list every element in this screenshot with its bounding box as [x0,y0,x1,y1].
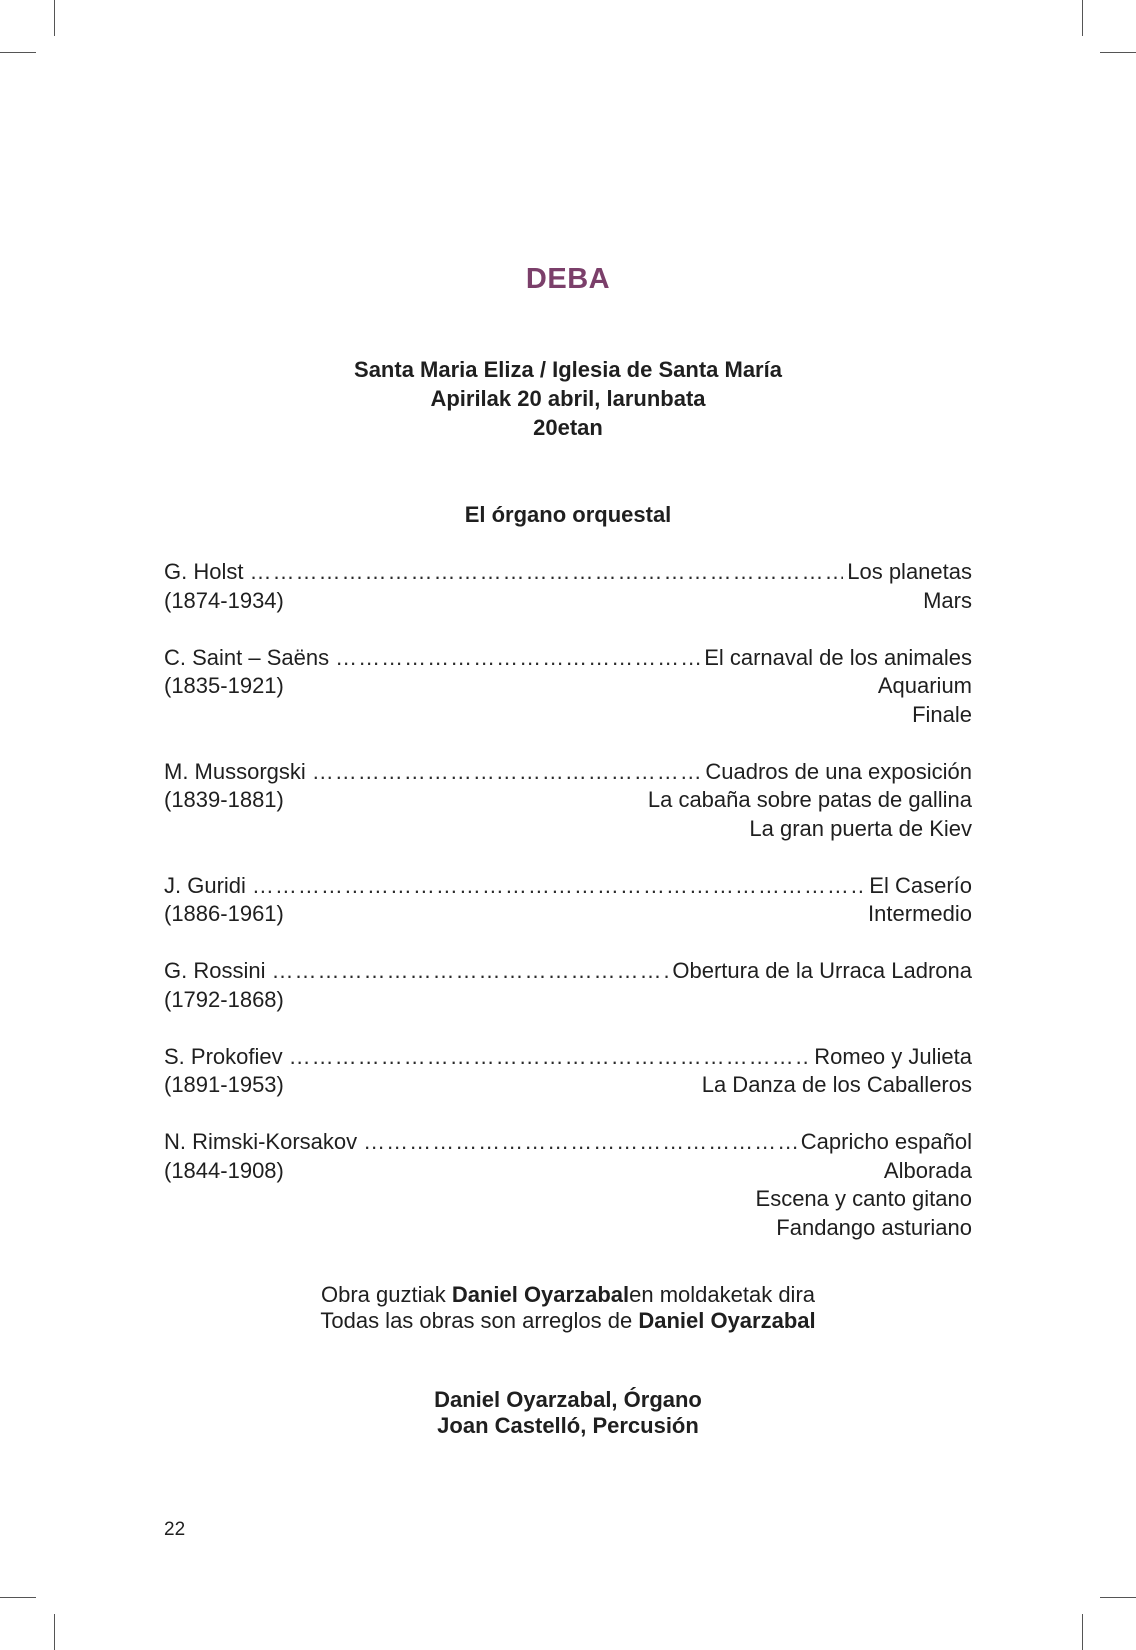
composer-years: (1792-1868) [164,986,284,1012]
work-title: Los planetas [847,559,972,584]
work-title: El Caserío [869,872,972,898]
composer-years: (1891-1953) [164,1072,284,1097]
work-title: El carnaval de los animales [704,644,972,670]
program-entry [164,758,972,844]
dot-leader [289,1043,811,1072]
program-entry-subline [164,786,972,815]
movement-title: Alborada [883,1157,972,1183]
note-line2-prefix: Todas las obras son arreglos de [320,1308,639,1333]
venue-place: Santa Maria Eliza / Iglesia de Santa María [354,357,782,382]
movement-title: Aquarium [877,673,972,698]
program-entry-header [164,644,972,673]
program-entry-subline [164,1071,972,1100]
program-entry-header [164,957,972,986]
composer-years: (1844-1908) [164,1157,284,1183]
work-title: Romeo y Julieta [814,1043,972,1069]
dot-leader [312,758,702,787]
program-entry-header [164,758,972,787]
crop-mark-top-left-horizontal [0,52,36,53]
work-title: Capricho español [800,1129,972,1154]
movement-title: Mars [923,587,972,613]
performer-organ: Daniel Oyarzabal, Órgano [434,1387,702,1412]
program-entry-subline [164,986,972,1015]
composer-years: (1886-1961) [164,901,284,926]
dot-leader [271,957,668,986]
work-title: Cuadros de una exposición [705,758,972,784]
movement-title: Escena y canto gitano [755,1186,972,1211]
composer-name: G. Holst [164,559,244,584]
arrangement-note [0,1282,1136,1334]
program-entry [164,1043,972,1100]
performer-percussion: Joan Castelló, Percusión [437,1413,699,1438]
composer-name: S. Prokofiev [164,1043,283,1069]
movement-title: La Danza de los Caballeros [701,1072,972,1097]
composer-name: J. Guridi [164,872,246,898]
program-entry [164,957,972,1014]
crop-mark-bottom-left-horizontal [0,1597,36,1598]
program-entry [164,558,972,615]
dot-leader [252,872,865,901]
crop-mark-top-right-vertical [1082,0,1083,36]
composer-years: (1835-1921) [164,673,284,698]
program-entry [164,644,972,730]
program-entry [164,872,972,929]
crop-mark-bottom-right-horizontal [1100,1597,1136,1598]
movement-title: Fandango asturiano [776,1214,972,1240]
dot-leader [363,1128,797,1157]
note-line1-prefix: Obra guztiak [320,1282,452,1307]
movement-title: Intermedio [868,901,972,926]
program-list [164,558,972,1271]
movement-title: La gran puerta de Kiev [749,815,972,841]
composer-name: M. Mussorgski [164,758,306,784]
note-line-spanish [0,1308,1136,1334]
venue-time: 20etan [533,415,603,440]
movement-title: Finale [912,701,972,727]
movement-title: La cabaña sobre patas de gallina [647,787,972,812]
work-title: Obertura de la Urraca Ladrona [672,958,972,983]
note-line1-suffix: en moldaketak dira [629,1282,816,1307]
program-entry-header [164,872,972,901]
dot-leader [335,644,700,673]
venue-block [0,355,1136,442]
program-title: El órgano orquestal [464,502,672,527]
page-number: 22 [164,1519,186,1540]
program-entry-header [164,558,972,587]
dot-leader [249,558,843,587]
composer-name: G. Rossini [164,958,266,983]
crop-mark-top-right-horizontal [1100,52,1136,53]
composer-name: N. Rimski-Korsakov [164,1129,358,1154]
program-entry-header [164,1043,972,1072]
note-line2-name: Daniel Oyarzabal [638,1308,816,1333]
composer-years: (1839-1881) [164,787,284,812]
crop-mark-top-left-vertical [54,0,55,36]
program-entry-subline [164,672,972,701]
program-entry-subline [164,587,972,616]
program-entry-subline [164,1157,972,1186]
program-entry [164,1128,972,1242]
composer-name: C. Saint – Saëns [164,644,330,670]
note-line1-name: Daniel Oyarzabal [451,1282,630,1307]
performers-block [0,1387,1136,1439]
crop-mark-bottom-left-vertical [54,1614,55,1650]
crop-mark-bottom-right-vertical [1082,1614,1083,1650]
program-entry-header [164,1128,972,1157]
page-title: DEBA [525,263,611,295]
note-line-basque [0,1282,1136,1308]
program-entry-subline [164,900,972,929]
venue-date: Apirilak 20 abril, larunbata [430,386,706,411]
composer-years: (1874-1934) [164,587,284,613]
